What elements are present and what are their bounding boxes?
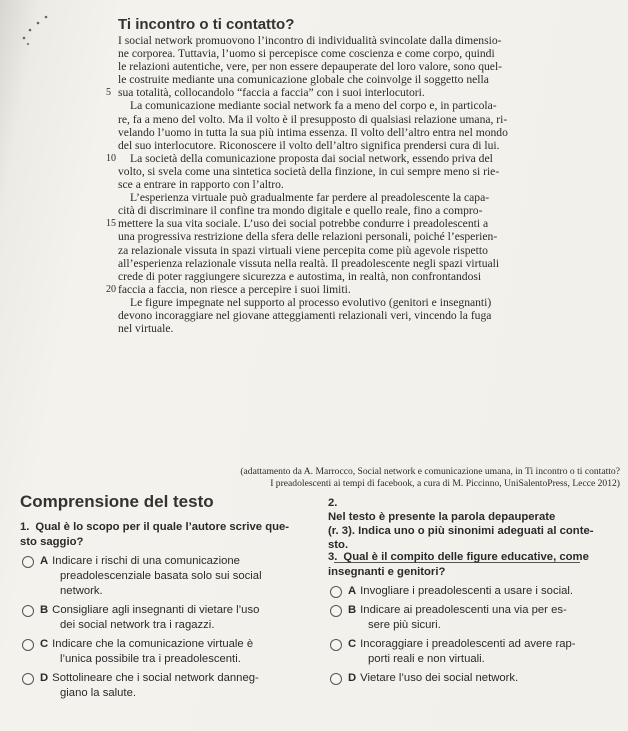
question-1-line: Qual è lo scopo per il quale l’autore scrive que- <box>35 521 290 533</box>
passage-line-text: nel virtuale. <box>118 322 174 336</box>
question-3-line: Qual è il compito delle figure educative, come <box>343 551 589 563</box>
q1-option-c[interactable] <box>20 637 310 667</box>
passage-line <box>34 126 620 139</box>
q3-option-a[interactable] <box>328 584 624 599</box>
option-letter: C <box>348 638 357 650</box>
passage-line-text: una progressiva restrizione della sfera delle relazioni personali, poiché l’esperien- <box>118 230 498 244</box>
passage-line-text: za relazionale vissuta in spazi virtuali viene percepita come più agevole rispetto <box>118 243 488 257</box>
question-number: 1. <box>20 521 30 533</box>
line-number: 15 <box>106 218 116 230</box>
passage-line-text: sce a entrare in rapporto con l’altro. <box>118 178 284 192</box>
source-line: I preadolescenti ai tempi di facebook, a cura di M. Piccinno, UniSalentoPress, Lecce 2012) <box>270 478 620 489</box>
question-2-line: Nel testo è presente la parola depauperate <box>328 511 556 523</box>
passage-line <box>34 178 620 191</box>
passage-line-text: crede di poter raggiungere sicurezza e autostima, in realtà, non confrontandosi <box>118 269 482 283</box>
question-1 <box>20 520 310 701</box>
passage-line <box>34 139 620 152</box>
line-number: 20 <box>106 283 116 295</box>
option-text: porti reali e non virtuali. <box>368 653 485 665</box>
passage-line-text: le relazioni autentiche, vere, per non essere depauperate del loro valore, sono quel- <box>118 60 503 74</box>
option-text: Indicare ai preadolescenti una via per es- <box>360 604 567 616</box>
option-letter: B <box>40 604 49 616</box>
passage-line-text: ne corporea. Tuttavia, l’uomo si percepisce come coscienza e come corpo, quindi <box>118 47 495 61</box>
passage-line <box>34 165 620 178</box>
passage-line-text: L’esperienza virtuale può gradualmente far perdere al preadolescente la capa- <box>130 191 490 205</box>
option-text: network. <box>60 585 103 597</box>
q3-option-d[interactable] <box>328 671 624 686</box>
passage-line <box>34 47 620 60</box>
option-text: Indicare i rischi di una comunicazione <box>52 555 240 567</box>
passage-line <box>34 244 620 257</box>
option-text: Indicare che la comunicazione virtuale è <box>52 638 254 650</box>
passage-line <box>34 322 620 335</box>
option-text: preadolescenziale basata solo sui social <box>60 570 262 582</box>
q1-option-d[interactable] <box>20 671 310 701</box>
passage-line <box>34 270 620 283</box>
question-3 <box>328 550 624 686</box>
passage-line <box>34 283 620 296</box>
section-title: Comprensione del testo <box>20 492 214 511</box>
passage-line-text: cità di discriminare il confine tra mondo digitale e quello reale, fino a compro- <box>118 204 483 218</box>
passage-line <box>34 113 620 126</box>
passage-line-text: del suo interlocutore. Riconoscere il volto dell’altro significa prendersi cura di lui. <box>118 138 500 152</box>
option-text: Vietare l’uso dei social network. <box>360 672 519 684</box>
line-number: 5 <box>106 87 111 99</box>
question-1-line: sto saggio? <box>20 536 84 548</box>
passage-line-text: all’esperienza relazionale vissuta nella realtà. Il preadolescente negli spazi virtuali <box>118 256 500 270</box>
option-text: Consigliare agli insegnanti di vietare l’uso <box>52 604 260 616</box>
reading-title: Ti incontro o ti contatto? <box>118 16 295 33</box>
question-3-line: insegnanti e genitori? <box>328 566 446 578</box>
reading-passage <box>34 34 620 335</box>
radio-circle-icon[interactable] <box>22 639 34 651</box>
option-text: giano la salute. <box>60 687 136 699</box>
passage-line-text: volto, si svela come una sintetica società della finzione, in cui sempre meno si rie- <box>118 164 500 178</box>
passage-line <box>34 230 620 243</box>
radio-circle-icon[interactable] <box>22 673 34 685</box>
option-text: sere più sicuri. <box>368 619 441 631</box>
passage-line-text: devono incoraggiare nel giovane atteggiamenti relazionali veri, vincendo la fuga <box>118 308 492 322</box>
question-number: 3. <box>328 551 338 563</box>
source-line: (adattamento da A. Marrocco, Social network e comunicazione umana, in Ti incontro o ti contatto? <box>240 466 620 477</box>
option-letter: B <box>348 604 357 616</box>
option-letter: C <box>40 638 49 650</box>
passage-line-text: le costruite mediante una comunicazione globale che coinvolge il soggetto nella <box>118 73 489 87</box>
option-text: Incoraggiare i preadolescenti ad avere rap- <box>360 638 576 650</box>
question-2-line: sto. <box>328 539 349 551</box>
radio-circle-icon[interactable] <box>22 556 34 568</box>
passage-line <box>34 309 620 322</box>
passage-line-text: faccia a faccia, non riesce a percepire i suoi limiti. <box>118 282 351 296</box>
option-letter: D <box>348 672 357 684</box>
radio-circle-icon[interactable] <box>330 605 342 617</box>
option-text: Invogliare i preadolescenti a usare i social. <box>360 585 574 597</box>
question-2-line: (r. 3). Indica uno o più sinonimi adeguati al conte- <box>328 525 594 537</box>
passage-line <box>34 204 620 217</box>
passage-line <box>34 86 620 99</box>
radio-circle-icon[interactable] <box>330 586 342 598</box>
passage-line <box>34 152 620 165</box>
question-number: 2. <box>328 497 338 509</box>
passage-line <box>34 60 620 73</box>
passage-line-text: La società della comunicazione proposta dai social network, essendo priva del <box>130 151 493 165</box>
question-3-text <box>328 550 624 580</box>
q1-option-b[interactable] <box>20 603 310 633</box>
option-text: l’unica possibile tra i preadolescenti. <box>60 653 241 665</box>
option-text: Sottolineare che i social network danneg- <box>52 672 259 684</box>
passage-line <box>34 73 620 86</box>
radio-circle-icon[interactable] <box>22 605 34 617</box>
passage-line-text: La comunicazione mediante social network fa a meno del corpo e, in particola- <box>130 99 497 113</box>
q1-option-a[interactable] <box>20 554 310 599</box>
passage-line-text: sua totalità, collocandolo “faccia a faccia” con i suoi interlocutori. <box>118 86 425 100</box>
line-number: 10 <box>106 152 116 164</box>
passage-line <box>34 191 620 204</box>
passage-line <box>34 99 620 112</box>
source-citation <box>130 466 620 490</box>
passage-line <box>34 296 620 309</box>
passage-line <box>34 34 620 47</box>
passage-line-text: re, fa a meno del volto. Ma il volto è il presupposto di qualsiasi relazione umana, ri- <box>118 112 508 126</box>
passage-line-text: mettere la sua vita sociale. L’uso dei social potrebbe condurre i preadolescenti a <box>118 217 489 231</box>
option-letter: A <box>40 555 49 567</box>
passage-line <box>34 257 620 270</box>
passage-line-text: I social network promuovono l’incontro di individualità svincolate dalla dimensio- <box>118 34 502 47</box>
option-letter: A <box>348 585 357 597</box>
radio-circle-icon[interactable] <box>330 639 342 651</box>
radio-circle-icon[interactable] <box>330 673 342 685</box>
question-1-text <box>20 520 310 550</box>
q3-option-b[interactable] <box>328 603 624 633</box>
passage-line <box>34 217 620 230</box>
option-letter: D <box>40 672 49 684</box>
passage-line-text: Le figure impegnate nel supporto al processo evolutivo (genitori e insegnanti) <box>130 295 492 309</box>
passage-line-text: velando l’uomo in tutta la sua più intima essenza. Il volto dell’altro entra nel mondo <box>118 125 508 139</box>
option-text: dei social network tra i ragazzi. <box>60 619 215 631</box>
q3-option-c[interactable] <box>328 637 624 667</box>
